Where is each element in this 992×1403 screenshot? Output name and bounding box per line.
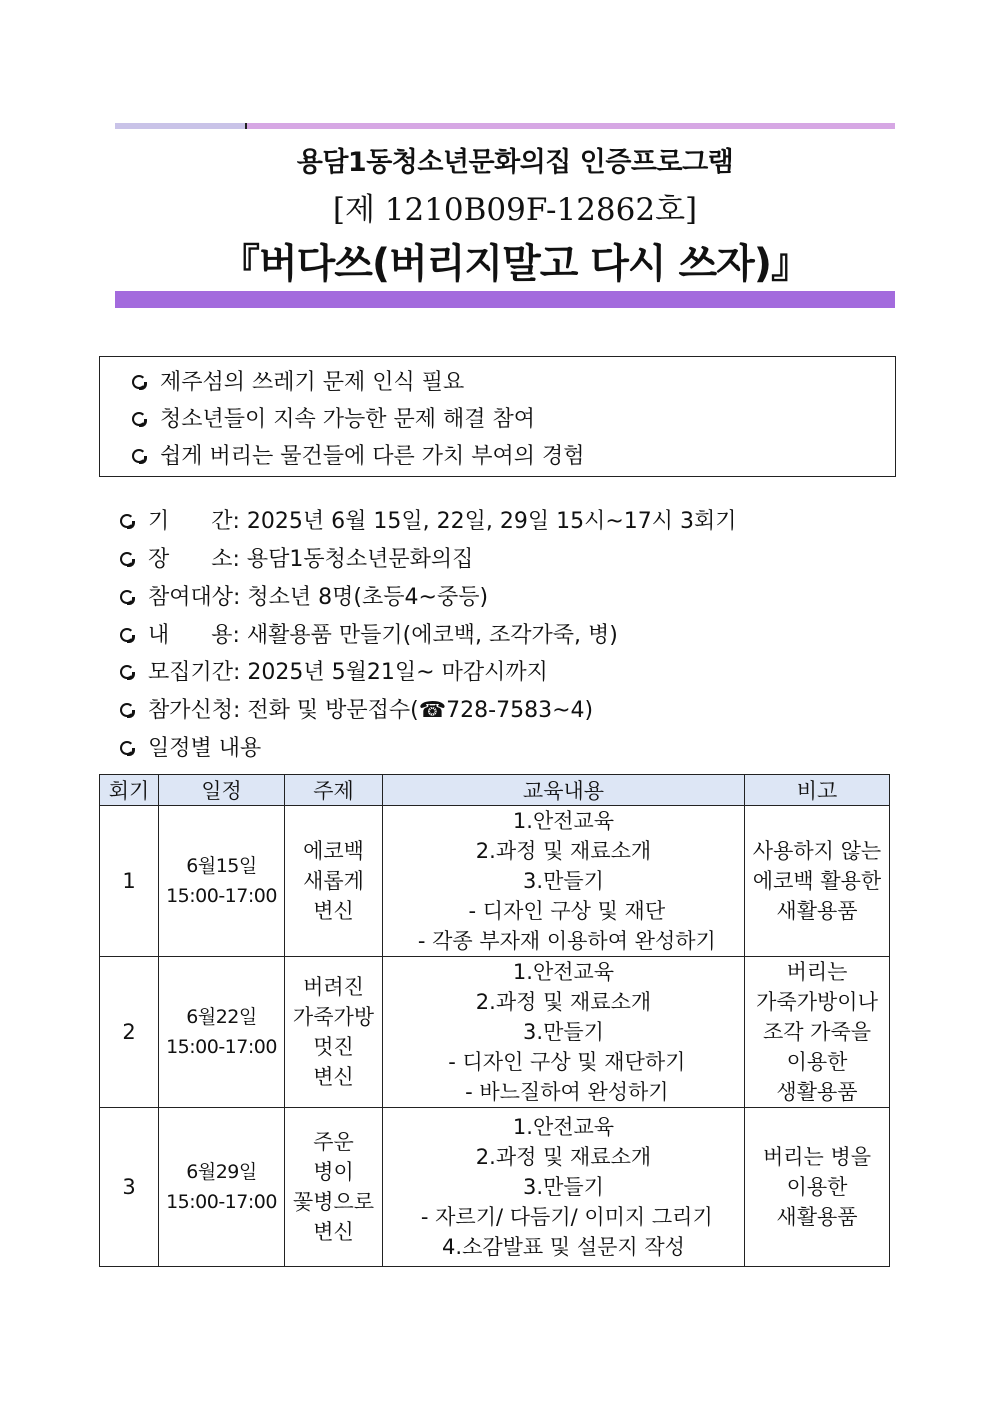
content-line: - 디자인 구상 및 재단 [461,899,666,923]
circle-bullet-icon [132,375,146,389]
content-line: 3.만들기 [523,1020,604,1044]
program-title: 『버다쓰(버리지말고 다시 쓰자)』 [219,241,811,287]
info-value: 2025년 5월21일~ 마감시까지 [247,660,548,685]
info-label: 내 용: [148,623,240,648]
note-cell [745,957,890,1108]
info-value: 전화 및 방문접수(☎728-7583~4) [247,698,594,723]
note-line: 버리는 [786,960,848,984]
note-line: 가죽가방이나 [756,990,878,1014]
note-line: 이용한 [786,1175,848,1199]
circle-bullet-icon [132,412,146,426]
date-text: 6월22일 [186,1006,257,1028]
table-header-row [100,775,890,806]
circle-bullet-icon [120,741,134,755]
topic-cell [285,1108,383,1267]
purpose-box [99,356,896,477]
circle-bullet-icon [120,514,134,528]
circle-bullet-icon [120,703,134,717]
purpose-item [132,439,585,470]
content-line: 4.소감발표 및 설문지 작성 [442,1235,685,1259]
content-cell [383,957,745,1108]
note-line: 사용하지 않는 [752,839,882,863]
info-place [120,542,473,573]
content-line: 3.만들기 [523,869,604,893]
info-content [120,618,618,649]
info-label: 모집기간: [148,660,241,685]
note-cell [745,806,890,957]
table-row [100,1108,890,1267]
org-program-title: 용담1동청소년문화의집 인증프로그램 [296,147,734,178]
topic-line: 꽃병으로 [292,1190,375,1214]
content-line: - 바느질하여 완성하기 [458,1080,669,1104]
content-line: - 각종 부자재 이용하여 완성하기 [411,929,716,953]
time-text: 15:00-17:00 [166,1036,277,1058]
content-line: - 자르기/ 다듬기/ 이미지 그리기 [414,1205,713,1229]
certification-number: [제 1210B09F-12862호] [332,192,698,228]
content-line: - 디자인 구상 및 재단하기 [441,1050,686,1074]
session-cell: 3 [100,1108,159,1267]
circle-bullet-icon [120,628,134,642]
schedule-table [99,774,890,1267]
info-label: 장 소: [148,547,240,572]
topic-line: 주운 [313,1130,354,1154]
purpose-text: 제주섬의 쓰레기 문제 인식 필요 [160,370,465,395]
header-date: 일정 [159,775,285,806]
note-line: 버리는 병을 [762,1145,872,1169]
header-content: 교육내용 [383,775,745,806]
info-period [120,504,737,535]
circle-bullet-icon [120,552,134,566]
header-note: 비고 [745,775,890,806]
session-cell: 1 [100,806,159,957]
info-value: 용담1동청소년문화의집 [246,547,474,572]
topic-line: 변신 [313,899,354,923]
purpose-item [132,365,464,396]
note-line: 생활용품 [776,1080,858,1104]
content-line: 1.안전교육 [512,960,615,984]
topic-line: 가죽가방 [292,1005,375,1029]
circle-bullet-icon [120,590,134,604]
topic-line: 에코백 [303,839,364,863]
content-cell [383,806,745,957]
table-row [100,806,890,957]
circle-bullet-icon [132,449,146,463]
time-text: 15:00-17:00 [166,1191,277,1213]
note-line: 에코백 활용한 [752,869,882,893]
topic-line: 변신 [313,1065,354,1089]
note-line: 이용한 [786,1050,848,1074]
circle-bullet-icon [120,665,134,679]
purpose-item [132,402,535,433]
topic-line: 병이 [313,1160,354,1184]
info-label: 기 간: [148,509,240,534]
session-cell: 2 [100,957,159,1108]
purpose-text: 청소년들이 지속 가능한 문제 해결 참여 [160,407,535,432]
info-target [120,580,488,611]
info-label: 일정별 내용 [148,736,262,761]
content-line: 3.만들기 [523,1175,604,1199]
date-text: 6월29일 [186,1161,257,1183]
content-cell [383,1108,745,1267]
info-label: 참여대상: [148,585,241,610]
date-cell [159,957,285,1108]
note-line: 새활용품 [776,899,858,923]
time-text: 15:00-17:00 [166,885,277,907]
topic-line: 버려진 [303,975,364,999]
content-line: 2.과정 및 재료소개 [475,990,652,1014]
topic-line: 새롭게 [303,869,364,893]
info-value: 새활용품 만들기(에코백, 조각가죽, 병) [246,623,618,648]
date-cell [159,1108,285,1267]
table-row [100,957,890,1108]
note-line: 조각 가죽을 [762,1020,872,1044]
header-topic: 주제 [285,775,383,806]
topic-cell [285,806,383,957]
header-session: 회기 [100,775,159,806]
content-line: 2.과정 및 재료소개 [475,839,652,863]
bottom-decorative-bar [115,291,895,308]
info-label: 참가신청: [148,698,241,723]
info-schedule-heading [120,731,261,762]
topic-line: 변신 [313,1220,354,1244]
content-line: 1.안전교육 [512,809,615,833]
content-line: 1.안전교육 [512,1115,615,1139]
topic-line: 멋진 [313,1035,354,1059]
note-line: 새활용품 [776,1205,858,1229]
info-application [120,693,593,724]
info-value: 청소년 8명(초등4~중등) [247,585,489,610]
content-line: 2.과정 및 재료소개 [475,1145,652,1169]
note-cell [745,1108,890,1267]
purpose-text: 쉽게 버리는 물건들에 다른 가치 부여의 경험 [160,444,585,469]
info-recruit-period [120,655,548,686]
date-text: 6월15일 [186,855,257,877]
info-value: 2025년 6월 15일, 22일, 29일 15시~17시 3회기 [246,509,737,534]
top-decorative-bar [115,123,895,129]
date-cell [159,806,285,957]
topic-cell [285,957,383,1108]
